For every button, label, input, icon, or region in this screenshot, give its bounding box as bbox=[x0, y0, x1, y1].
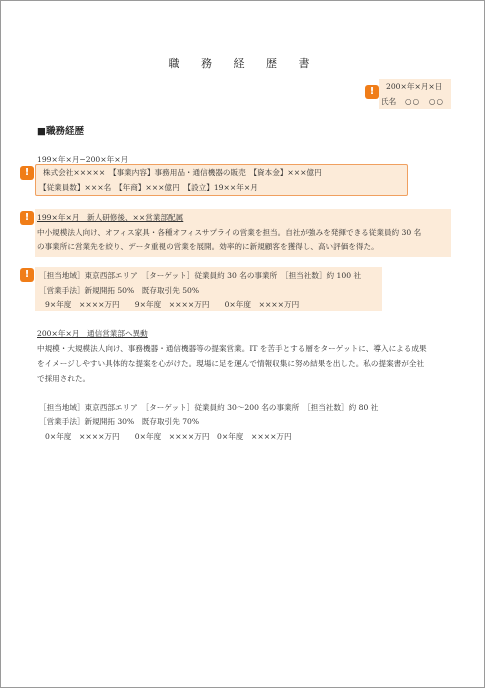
document-date: 200×年×月×日 bbox=[386, 82, 443, 91]
section-title: ■職務経歴 bbox=[37, 126, 84, 137]
job1-desc-1: 中小規模法人向け、オフィス家具・各種オフィスサプライの営業を担当。自社が強みを発揮できる従業員約 30 名 bbox=[37, 228, 422, 237]
job2-info-2: ［営業手法］新規開拓 30% 既存取引先 70% bbox=[39, 417, 200, 426]
job2-heading: 200×年×月 通信営業部へ異動 bbox=[37, 329, 148, 338]
document-title: 職 務 経 歴 書 bbox=[168, 57, 319, 70]
job1-info-2: ［営業手法］新規開拓 50% 既存取引先 50% bbox=[39, 286, 200, 295]
job1-heading: 199×年×月 新人研修後、××営業部配属 bbox=[37, 213, 184, 222]
warning-icon[interactable]: ! bbox=[20, 211, 34, 225]
warning-icon[interactable]: ! bbox=[20, 268, 34, 282]
job2-desc-1: 中規模・大規模法人向け、事務機器・通信機器等の提案営業。IT を苦手とする層をターゲットに、導入による成果 bbox=[37, 344, 427, 353]
job2-info-1: ［担当地域］東京西部エリア ［ターゲット］従業員約 30～200 名の事業所 ［担当社数］約 80 社 bbox=[39, 403, 379, 412]
job1-info-1: ［担当地域］東京西部エリア ［ターゲット］従業員約 30 名の事業所 ［担当社数］約 100 社 bbox=[39, 271, 362, 280]
period-header: 199×年×月−200×年×月 bbox=[37, 155, 129, 164]
name-label: 氏名 bbox=[381, 97, 397, 106]
company-line-1: 株式会社××××× 【事業内容】事務用品・通信機器の販売 【資本金】×××億円 bbox=[43, 168, 322, 177]
job2-desc-3: で採用された。 bbox=[37, 374, 91, 383]
job2-info-3: 0×年度 ××××万円 0×年度 ××××万円 0×年度 ××××万円 bbox=[45, 432, 292, 441]
job1-desc-2: の事業所に営業先を絞り、データ重視の営業を展開。効率的に新規顧客を獲得し、高い評価を得た。 bbox=[37, 242, 379, 251]
warning-icon[interactable]: ! bbox=[20, 166, 34, 180]
company-line-2: 【従業員数】×××名 【年商】×××億円 【設立】19××年×月 bbox=[39, 183, 258, 192]
name-value: ○○ ○○ bbox=[405, 97, 445, 106]
warning-icon[interactable]: ! bbox=[365, 85, 379, 99]
job2-desc-2: をイメージしやすい具体的な提案を心がけた。現場に足を運んで情報収集に努め結果を出した。私の提案書が全社 bbox=[37, 359, 425, 368]
job1-info-3: 9×年度 ××××万円 9×年度 ××××万円 0×年度 ××××万円 bbox=[45, 300, 300, 309]
